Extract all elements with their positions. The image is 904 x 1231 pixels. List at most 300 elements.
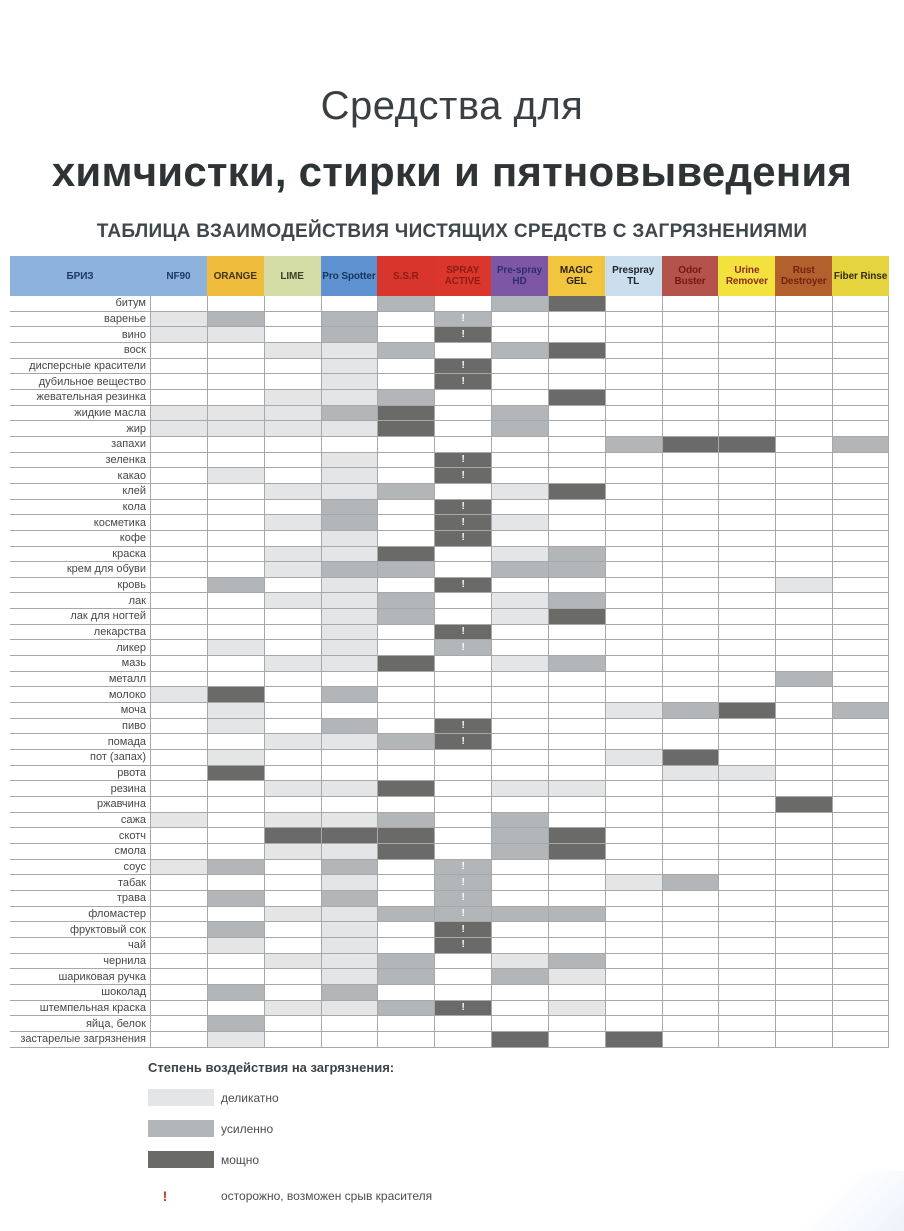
- table-cell: [718, 374, 775, 390]
- table-cell: [775, 312, 832, 328]
- table-cell: [662, 954, 719, 970]
- table-cell: [548, 703, 605, 719]
- table-cell: [150, 484, 207, 500]
- table-cell: [491, 734, 548, 750]
- table-cell: [434, 703, 491, 719]
- table-cell: [775, 828, 832, 844]
- table-cell: [605, 672, 662, 688]
- table-cell: [832, 734, 889, 750]
- table-cell: [321, 359, 378, 375]
- table-cell: [377, 547, 434, 563]
- table-cell: [377, 797, 434, 813]
- table-cell: [775, 985, 832, 1001]
- table-cell: [321, 593, 378, 609]
- table-cell: [150, 327, 207, 343]
- row-label: ржавчина: [10, 797, 150, 813]
- table-cell: [264, 719, 321, 735]
- table-cell: [377, 860, 434, 876]
- table-cell: [150, 593, 207, 609]
- table-cell: [491, 1001, 548, 1017]
- table-cell: [775, 891, 832, 907]
- table-cell: [718, 484, 775, 500]
- table-cell: [491, 860, 548, 876]
- table-cell: [605, 907, 662, 923]
- table-cell: [605, 734, 662, 750]
- table-row: [10, 781, 889, 797]
- row-label: штемпельная краска: [10, 1001, 150, 1017]
- table-cell: [150, 562, 207, 578]
- table-cell: [832, 828, 889, 844]
- table-cell: [207, 969, 264, 985]
- table-cell: [264, 687, 321, 703]
- table-cell: [718, 437, 775, 453]
- table-cell: [377, 875, 434, 891]
- table-cell: [207, 985, 264, 1001]
- table-cell: [150, 719, 207, 735]
- table-cell: [434, 296, 491, 312]
- table-cell: [377, 390, 434, 406]
- table-cell: [264, 954, 321, 970]
- table-cell: [662, 1001, 719, 1017]
- table-cell: [264, 938, 321, 954]
- table-row: [10, 547, 889, 563]
- table-row: [10, 844, 889, 860]
- table-cell: [264, 985, 321, 1001]
- table-cell: [718, 562, 775, 578]
- table-cell: [491, 437, 548, 453]
- table-cell: [548, 640, 605, 656]
- table-cell: [775, 625, 832, 641]
- table-row: [10, 954, 889, 970]
- table-cell: [491, 625, 548, 641]
- table-cell: [662, 359, 719, 375]
- table-cell: [605, 343, 662, 359]
- table-cell: [264, 343, 321, 359]
- table-cell: [605, 421, 662, 437]
- table-cell: [491, 985, 548, 1001]
- table-cell: [491, 781, 548, 797]
- table-cell: [775, 1001, 832, 1017]
- table-cell: [491, 922, 548, 938]
- row-label: зеленка: [10, 453, 150, 469]
- table-cell: [150, 609, 207, 625]
- table-cell: [491, 938, 548, 954]
- table-cell: [207, 813, 264, 829]
- table-row: [10, 703, 889, 719]
- table-cell: [548, 1001, 605, 1017]
- table-cell: [832, 781, 889, 797]
- table-cell: [321, 922, 378, 938]
- table-cell: [321, 734, 378, 750]
- table-row: [10, 813, 889, 829]
- table-cell: [662, 374, 719, 390]
- table-cell: [491, 390, 548, 406]
- row-label: рвота: [10, 766, 150, 782]
- table-cell: [832, 656, 889, 672]
- table-cell: [548, 374, 605, 390]
- table-cell: [718, 1016, 775, 1032]
- column-header-brand: БРИЗ: [10, 256, 150, 296]
- table-cell: [434, 766, 491, 782]
- table-row: [10, 468, 889, 484]
- cell-caution-mark: !: [461, 939, 465, 951]
- table-cell: [832, 468, 889, 484]
- table-cell: [605, 922, 662, 938]
- table-cell: [718, 969, 775, 985]
- table-cell: [207, 907, 264, 923]
- table-cell: [662, 625, 719, 641]
- table-cell: [548, 453, 605, 469]
- table-cell: [605, 640, 662, 656]
- table-cell: [377, 609, 434, 625]
- table-cell: [434, 750, 491, 766]
- row-label: пиво: [10, 719, 150, 735]
- table-cell: [718, 609, 775, 625]
- table-cell: [264, 453, 321, 469]
- table-cell: [207, 922, 264, 938]
- table-cell: [264, 844, 321, 860]
- table-cell: [321, 766, 378, 782]
- table-cell: [775, 578, 832, 594]
- table-cell: [491, 468, 548, 484]
- table-cell: [207, 547, 264, 563]
- table-cell: [264, 547, 321, 563]
- table-cell: [548, 922, 605, 938]
- table-cell: [605, 781, 662, 797]
- table-cell: [491, 609, 548, 625]
- table-cell: [321, 609, 378, 625]
- table-cell: [548, 781, 605, 797]
- column-header-odor-buster: Odor Buster: [662, 256, 719, 296]
- table-cell: [377, 813, 434, 829]
- table-cell: [207, 484, 264, 500]
- legend-caution-row: [148, 1188, 668, 1204]
- table-cell: [832, 296, 889, 312]
- table-cell: [150, 703, 207, 719]
- table-cell: [718, 515, 775, 531]
- table-cell: [150, 547, 207, 563]
- table-cell: [548, 312, 605, 328]
- table-cell: [434, 406, 491, 422]
- table-cell: [718, 547, 775, 563]
- table-cell: [605, 797, 662, 813]
- table-cell: [605, 609, 662, 625]
- row-label: лак для ногтей: [10, 609, 150, 625]
- table-cell: [150, 734, 207, 750]
- table-cell: [605, 531, 662, 547]
- table-cell: [434, 531, 491, 547]
- table-cell: [321, 327, 378, 343]
- table-cell: [434, 625, 491, 641]
- table-cell: [718, 625, 775, 641]
- table-cell: [775, 437, 832, 453]
- table-cell: [207, 578, 264, 594]
- table-cell: [377, 531, 434, 547]
- table-cell: [548, 625, 605, 641]
- table-cell: [377, 421, 434, 437]
- table-cell: [775, 562, 832, 578]
- legend-swatch-усиленно: [148, 1120, 214, 1137]
- row-label: металл: [10, 672, 150, 688]
- table-row: [10, 922, 889, 938]
- column-header-fiber-rinse: Fiber Rinse: [832, 256, 889, 296]
- row-label: битум: [10, 296, 150, 312]
- table-cell: [548, 672, 605, 688]
- table-cell: [434, 578, 491, 594]
- table-cell: [264, 296, 321, 312]
- table-cell: [377, 1032, 434, 1048]
- table-row: [10, 437, 889, 453]
- table-cell: [434, 891, 491, 907]
- row-label: варенье: [10, 312, 150, 328]
- table-cell: [662, 640, 719, 656]
- table-cell: [150, 969, 207, 985]
- table-cell: [662, 922, 719, 938]
- table-cell: [775, 374, 832, 390]
- table-cell: [377, 1016, 434, 1032]
- table-cell: [832, 938, 889, 954]
- table-cell: [662, 484, 719, 500]
- table-cell: [548, 828, 605, 844]
- table-cell: [207, 875, 264, 891]
- table-cell: [150, 781, 207, 797]
- table-cell: [775, 453, 832, 469]
- table-cell: [207, 672, 264, 688]
- table-cell: [264, 907, 321, 923]
- table-cell: [605, 578, 662, 594]
- table-cell: [321, 985, 378, 1001]
- table-cell: [491, 640, 548, 656]
- table-cell: [321, 813, 378, 829]
- table-cell: [718, 750, 775, 766]
- table-cell: [548, 593, 605, 609]
- row-label: трава: [10, 891, 150, 907]
- cell-caution-mark: !: [461, 641, 465, 653]
- table-cell: [662, 327, 719, 343]
- table-cell: [150, 1016, 207, 1032]
- table-cell: [321, 797, 378, 813]
- table-cell: [207, 468, 264, 484]
- table-cell: [321, 625, 378, 641]
- table-cell: [150, 625, 207, 641]
- table-cell: [264, 672, 321, 688]
- table-cell: [150, 813, 207, 829]
- table-cell: [491, 296, 548, 312]
- table-cell: [775, 390, 832, 406]
- table-cell: [150, 1001, 207, 1017]
- table-cell: [321, 781, 378, 797]
- cell-caution-mark: !: [461, 500, 465, 512]
- table-cell: [150, 640, 207, 656]
- table-cell: [434, 484, 491, 500]
- table-cell: [832, 640, 889, 656]
- table-cell: [662, 453, 719, 469]
- table-cell: [377, 468, 434, 484]
- table-cell: [264, 625, 321, 641]
- table-cell: [775, 296, 832, 312]
- row-label: дубильное вещество: [10, 374, 150, 390]
- table-cell: [207, 938, 264, 954]
- table-cell: [434, 343, 491, 359]
- table-cell: [832, 359, 889, 375]
- table-cell: [775, 687, 832, 703]
- table-cell: [491, 797, 548, 813]
- table-cell: [605, 515, 662, 531]
- row-label: молоко: [10, 687, 150, 703]
- table-cell: [264, 813, 321, 829]
- table-cell: [434, 390, 491, 406]
- table-cell: [548, 750, 605, 766]
- table-cell: [548, 860, 605, 876]
- row-label: соус: [10, 860, 150, 876]
- table-cell: [434, 969, 491, 985]
- table-cell: [321, 907, 378, 923]
- table-cell: [491, 672, 548, 688]
- table-cell: [718, 312, 775, 328]
- table-cell: [321, 844, 378, 860]
- table-cell: [264, 437, 321, 453]
- table-cell: [377, 703, 434, 719]
- table-cell: [548, 797, 605, 813]
- table-cell: [207, 1001, 264, 1017]
- column-header-s-s-r: S.S.R: [377, 256, 434, 296]
- table-cell: [264, 515, 321, 531]
- table-cell: [150, 468, 207, 484]
- table-row: [10, 406, 889, 422]
- table-cell: [207, 296, 264, 312]
- table-row: [10, 327, 889, 343]
- table-cell: [718, 907, 775, 923]
- table-cell: [321, 719, 378, 735]
- table-cell: [662, 390, 719, 406]
- table-row: [10, 562, 889, 578]
- table-cell: [207, 703, 264, 719]
- table-cell: [491, 766, 548, 782]
- table-cell: [548, 406, 605, 422]
- table-cell: [605, 327, 662, 343]
- table-cell: [775, 860, 832, 876]
- table-cell: [718, 672, 775, 688]
- table-cell: [321, 453, 378, 469]
- table-cell: [377, 453, 434, 469]
- legend-item: [148, 1151, 668, 1168]
- row-label: шариковая ручка: [10, 969, 150, 985]
- column-header-spray-active: SPRAY ACTIVE: [434, 256, 491, 296]
- table-cell: [264, 969, 321, 985]
- table-row: [10, 578, 889, 594]
- table-cell: [434, 687, 491, 703]
- table-cell: [548, 468, 605, 484]
- table-cell: [321, 640, 378, 656]
- table-cell: [150, 766, 207, 782]
- table-cell: [775, 750, 832, 766]
- table-cell: [321, 687, 378, 703]
- table-cell: [832, 1032, 889, 1048]
- table-cell: [321, 374, 378, 390]
- cell-caution-mark: !: [461, 453, 465, 465]
- table-row: [10, 907, 889, 923]
- table-cell: [434, 359, 491, 375]
- row-label: резина: [10, 781, 150, 797]
- table-subtitle: ТАБЛИЦА ВЗАИМОДЕЙСТВИЯ ЧИСТЯЩИХ СРЕДСТВ С ЗАГРЯЗНЕНИЯМИ: [96, 221, 808, 242]
- table-cell: [321, 750, 378, 766]
- table-row: [10, 484, 889, 500]
- table-row: [10, 421, 889, 437]
- table-row: [10, 656, 889, 672]
- table-cell: [775, 515, 832, 531]
- table-cell: [605, 938, 662, 954]
- table-cell: [605, 985, 662, 1001]
- table-row: [10, 719, 889, 735]
- row-label: моча: [10, 703, 150, 719]
- table-cell: [718, 813, 775, 829]
- table-cell: [832, 390, 889, 406]
- table-cell: [321, 578, 378, 594]
- table-cell: [491, 1032, 548, 1048]
- table-header-row: [10, 256, 889, 296]
- table-cell: [207, 828, 264, 844]
- table-cell: [662, 860, 719, 876]
- row-label: косметика: [10, 515, 150, 531]
- table-cell: [377, 781, 434, 797]
- table-cell: [150, 421, 207, 437]
- row-label: лекарства: [10, 625, 150, 641]
- table-cell: [491, 907, 548, 923]
- table-cell: [321, 954, 378, 970]
- table-body: [10, 296, 889, 1048]
- table-cell: [264, 484, 321, 500]
- table-row: [10, 766, 889, 782]
- table-row: [10, 593, 889, 609]
- table-cell: [718, 844, 775, 860]
- table-cell: [434, 781, 491, 797]
- table-row: [10, 985, 889, 1001]
- table-cell: [377, 734, 434, 750]
- page-title-line1: Средства для: [320, 84, 584, 128]
- table-cell: [662, 1016, 719, 1032]
- table-cell: [718, 938, 775, 954]
- table-cell: [491, 656, 548, 672]
- table-cell: [434, 327, 491, 343]
- table-cell: [434, 515, 491, 531]
- table-cell: [207, 797, 264, 813]
- table-cell: [491, 954, 548, 970]
- table-cell: [662, 719, 719, 735]
- table-cell: [775, 609, 832, 625]
- table-cell: [605, 374, 662, 390]
- table-cell: [605, 1001, 662, 1017]
- column-header-nf90: NF90: [150, 256, 207, 296]
- table-cell: [434, 719, 491, 735]
- table-row: [10, 609, 889, 625]
- table-cell: [605, 844, 662, 860]
- table-cell: [662, 547, 719, 563]
- row-label: запахи: [10, 437, 150, 453]
- table-cell: [264, 406, 321, 422]
- table-cell: [832, 437, 889, 453]
- table-cell: [264, 578, 321, 594]
- table-cell: [150, 687, 207, 703]
- table-cell: [548, 891, 605, 907]
- table-cell: [718, 296, 775, 312]
- table-cell: [377, 985, 434, 1001]
- cell-caution-mark: !: [461, 876, 465, 888]
- table-cell: [605, 828, 662, 844]
- table-cell: [150, 985, 207, 1001]
- table-row: [10, 875, 889, 891]
- table-cell: [150, 578, 207, 594]
- table-cell: [491, 844, 548, 860]
